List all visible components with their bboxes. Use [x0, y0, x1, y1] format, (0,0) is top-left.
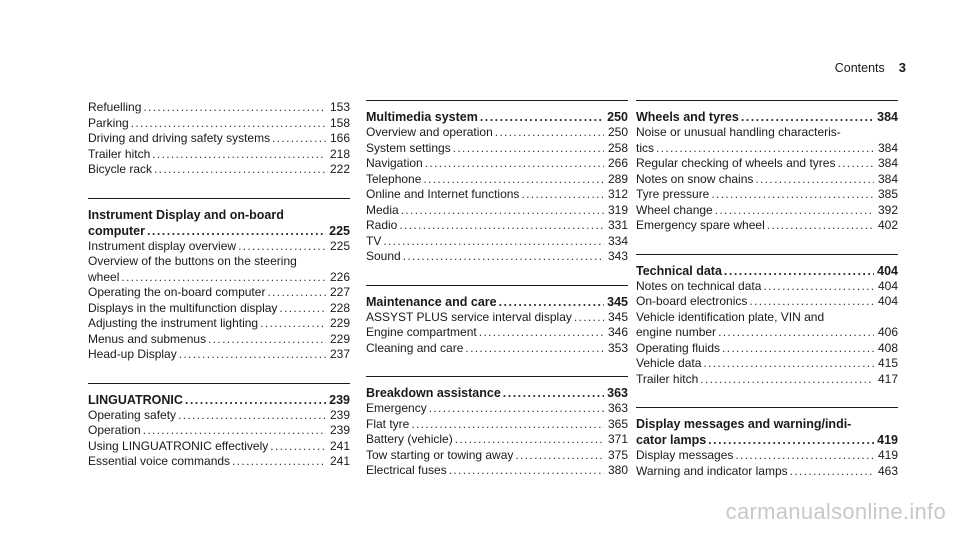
toc-entry[interactable]	[88, 316, 350, 332]
toc-entry[interactable]	[88, 332, 350, 348]
toc-entry-label: Maintenance and care	[366, 294, 497, 309]
toc-entry[interactable]	[88, 301, 350, 317]
dot-leader	[755, 172, 874, 188]
toc-entry-label: wheel	[88, 269, 120, 284]
dot-leader	[270, 439, 326, 455]
dot-leader	[429, 401, 604, 417]
dot-leader	[121, 270, 326, 286]
toc-entry-label: Parking	[88, 115, 129, 130]
toc-page-number: 419	[877, 433, 898, 447]
toc-entry[interactable]	[88, 423, 350, 439]
toc-section-heading[interactable]	[636, 416, 898, 448]
toc-page-number: 218	[329, 146, 350, 161]
toc-page-number: 404	[877, 263, 898, 278]
toc-entry-label: Bicycle rack	[88, 162, 153, 176]
toc-section-heading[interactable]	[366, 109, 628, 125]
toc-entry-label: tics	[636, 140, 654, 155]
toc-page-number: 384	[877, 171, 898, 186]
dot-leader	[147, 223, 326, 239]
toc-page-number: 415	[877, 356, 898, 370]
toc-page-number: 239	[329, 392, 350, 407]
toc-page-number: 237	[329, 347, 350, 361]
toc-entry-label: Displays in the multifunction display	[88, 300, 278, 315]
dot-leader	[143, 100, 326, 116]
dot-leader	[763, 279, 874, 295]
dot-leader	[185, 392, 326, 408]
toc-entry[interactable]	[366, 310, 628, 326]
toc-section	[366, 285, 628, 357]
toc-page-number: 343	[607, 249, 628, 263]
toc-entry-label: Operating safety	[88, 407, 177, 422]
toc-page-number: 226	[329, 269, 350, 284]
toc-entry-label: Cleaning and care	[366, 340, 464, 355]
toc-page-number: 406	[877, 325, 898, 339]
toc-entry-label: Trailer hitch	[88, 146, 151, 161]
toc-entry-label: Flat tyre	[366, 416, 410, 431]
toc-entry[interactable]	[636, 464, 898, 480]
toc-entry-label: System settings	[366, 140, 451, 155]
dot-leader	[143, 423, 326, 439]
toc-page-number: 375	[607, 447, 628, 462]
toc-page-number: 289	[607, 171, 628, 186]
toc-section-heading[interactable]	[636, 263, 898, 279]
toc-entry-label: Head-up Display	[88, 347, 177, 361]
toc-page-number: 153	[329, 100, 350, 114]
dot-leader	[131, 116, 326, 132]
toc-page-number: 166	[329, 131, 350, 145]
dot-leader	[154, 162, 326, 178]
toc-page-number: 225	[329, 238, 350, 253]
toc-entry[interactable]	[88, 131, 350, 147]
toc-entry-label: TV	[366, 233, 382, 248]
toc-page-number: 319	[607, 202, 628, 217]
toc-page-number: 239	[329, 423, 350, 437]
toc-entry-label: Display messages	[636, 448, 734, 462]
toc-entry[interactable]	[636, 341, 898, 357]
toc-entry[interactable]	[636, 294, 898, 310]
toc-page-number: 353	[607, 340, 628, 355]
toc-page-number: 371	[607, 432, 628, 446]
toc-entry[interactable]	[366, 172, 628, 188]
toc-entry[interactable]	[366, 401, 628, 417]
toc-section	[636, 407, 898, 479]
toc-entry[interactable]	[636, 448, 898, 464]
toc-entry[interactable]	[366, 417, 628, 433]
toc-entry-label: Emergency	[366, 401, 427, 415]
toc-section	[366, 376, 628, 479]
toc-section-heading[interactable]	[636, 109, 898, 125]
toc-entry-label: Operating fluids	[636, 340, 721, 355]
toc-entry[interactable]	[366, 125, 628, 141]
toc-entry-label: On-board electronics	[636, 294, 748, 308]
toc-entry-label: Wheels and tyres	[636, 110, 739, 124]
dot-leader	[495, 125, 604, 141]
toc-entry[interactable]	[366, 141, 628, 157]
toc-entry-label: Telephone	[366, 171, 422, 186]
dot-leader	[479, 325, 604, 341]
toc-page-number: 312	[607, 187, 628, 201]
toc-page-number: 158	[329, 115, 350, 130]
toc-entry[interactable]	[366, 156, 628, 172]
dot-leader	[208, 332, 326, 348]
toc-entry[interactable]	[636, 125, 898, 156]
toc-page-number: 241	[329, 454, 350, 468]
toc-entry[interactable]	[88, 454, 350, 470]
dot-leader	[767, 218, 874, 234]
toc-page-number: 258	[607, 140, 628, 155]
toc-page-number: 384	[877, 140, 898, 155]
toc-entry-label: Emergency spare wheel	[636, 218, 765, 232]
toc-entry-label: Using LINGUATRONIC effectively	[88, 438, 269, 453]
toc-page-number: 229	[329, 316, 350, 330]
toc-entry-label: computer	[88, 223, 145, 238]
dot-leader	[453, 141, 604, 157]
toc-entry[interactable]	[636, 372, 898, 388]
toc-entry[interactable]	[88, 254, 350, 285]
toc-entry-label: Breakdown assistance	[366, 386, 501, 400]
toc-page-number: 250	[607, 125, 628, 139]
toc-entry[interactable]	[88, 239, 350, 255]
dot-leader	[272, 131, 326, 147]
toc-page-number: 392	[877, 202, 898, 217]
toc-entry[interactable]	[636, 172, 898, 188]
dot-leader	[179, 347, 326, 363]
toc-entry-label: Operation	[88, 423, 141, 437]
toc-entry-label-line: Instrument Display and on-board	[88, 207, 284, 222]
toc-page-number: 229	[329, 331, 350, 346]
dot-leader	[423, 172, 604, 188]
toc-entry[interactable]	[88, 347, 350, 363]
toc-entry-label: Warning and indicator lamps	[636, 463, 788, 478]
toc-entry[interactable]	[366, 325, 628, 341]
toc-page-number: 384	[877, 156, 898, 170]
toc-entry-label: Regular checking of wheels and tyres	[636, 156, 836, 170]
dot-leader	[383, 234, 604, 250]
toc-entry-label: Battery (vehicle)	[366, 432, 453, 446]
dot-leader	[238, 239, 326, 255]
toc-page-number: 365	[607, 416, 628, 431]
toc-entry-label: Notes on technical data	[636, 278, 762, 293]
toc-entry-label: Trailer hitch	[636, 371, 699, 386]
toc-entry[interactable]	[88, 116, 350, 132]
toc-page-number: 225	[329, 223, 350, 238]
toc-column-left	[88, 100, 350, 490]
dot-leader	[267, 285, 326, 301]
toc-page-number: 417	[877, 371, 898, 386]
toc-page-number: 345	[607, 294, 628, 309]
toc-entry-label: Media	[366, 202, 399, 217]
toc-page-number: 463	[877, 463, 898, 478]
toc-section	[366, 100, 628, 265]
toc-entry[interactable]	[366, 448, 628, 464]
toc-page-number: 419	[877, 448, 898, 462]
toc-entry[interactable]	[366, 249, 628, 265]
toc-entry[interactable]	[366, 463, 628, 479]
toc-entry[interactable]	[366, 218, 628, 234]
toc-entry-label: Menus and submenus	[88, 331, 207, 346]
toc-entry-label: Engine compartment	[366, 325, 477, 339]
toc-entry[interactable]	[88, 285, 350, 301]
toc-page-number: 404	[877, 294, 898, 308]
page-header	[835, 60, 906, 75]
dot-leader	[425, 156, 604, 172]
dot-leader	[700, 372, 874, 388]
toc-page-number: 228	[329, 300, 350, 315]
watermark: carmanualsonline.info	[725, 499, 946, 524]
dot-leader	[515, 448, 604, 464]
dot-leader	[724, 263, 874, 279]
toc-page-number: 384	[877, 110, 898, 124]
dot-leader	[503, 385, 604, 401]
toc-entry-label: engine number	[636, 325, 717, 339]
toc-entry-label: Tow starting or towing away	[366, 447, 514, 462]
toc-column-right	[636, 100, 898, 499]
toc-page-number: 408	[877, 340, 898, 355]
toc-section	[636, 254, 898, 388]
toc-page-number: 402	[877, 218, 898, 232]
toc-entry-label: Online and Internet functions	[366, 187, 520, 201]
dot-leader	[715, 203, 874, 219]
dot-leader	[711, 187, 874, 203]
toc-entry-label: Refuelling	[88, 100, 142, 114]
dot-leader	[449, 463, 604, 479]
toc-section-heading[interactable]	[366, 385, 628, 401]
toc-entry[interactable]	[636, 187, 898, 203]
toc-entry-label: Operating the on-board computer	[88, 285, 266, 299]
dot-leader	[480, 109, 604, 125]
toc-entry-label: Sound	[366, 249, 401, 263]
toc-entry[interactable]	[88, 162, 350, 178]
toc-entry[interactable]	[636, 203, 898, 219]
dot-leader	[455, 432, 604, 448]
toc-entry[interactable]	[366, 341, 628, 357]
toc-entry-label: Adjusting the instrument lighting	[88, 316, 259, 330]
dot-leader	[499, 294, 604, 310]
toc-page-number: 363	[607, 401, 628, 415]
toc-entry[interactable]	[636, 356, 898, 372]
toc-entry[interactable]	[366, 234, 628, 250]
toc-entry[interactable]	[636, 310, 898, 341]
toc-entry-label: Navigation	[366, 156, 423, 170]
toc-page-number: 331	[607, 218, 628, 232]
dot-leader	[465, 341, 604, 357]
dot-leader	[656, 141, 874, 157]
dot-leader	[521, 187, 604, 203]
toc-entry[interactable]	[88, 439, 350, 455]
toc-page-number: 363	[607, 386, 628, 400]
dot-leader	[708, 432, 874, 448]
toc-entry-label: cator lamps	[636, 433, 707, 447]
toc-page-number: 345	[607, 309, 628, 324]
toc-entry[interactable]	[636, 218, 898, 234]
toc-entry-label: Overview and operation	[366, 125, 493, 139]
dot-leader	[232, 454, 326, 470]
toc-entry[interactable]	[636, 279, 898, 295]
toc-page-number: 227	[329, 285, 350, 299]
dot-leader	[837, 156, 874, 172]
dot-leader	[749, 294, 874, 310]
toc-page-number: 385	[877, 187, 898, 201]
toc-entry[interactable]	[366, 203, 628, 219]
toc-entry-label-line: Display messages and warning/indi-	[636, 417, 852, 431]
toc-section-heading[interactable]	[366, 294, 628, 310]
toc-entry-label: Multimedia system	[366, 110, 478, 124]
toc-entry[interactable]	[636, 156, 898, 172]
toc-section	[88, 198, 350, 363]
toc-entry[interactable]	[366, 187, 628, 203]
toc-section	[88, 383, 350, 470]
dot-leader	[741, 109, 874, 125]
dot-leader	[279, 301, 326, 317]
dot-leader	[399, 218, 604, 234]
toc-entry[interactable]	[88, 147, 350, 163]
dot-leader	[411, 417, 604, 433]
toc-column-middle	[366, 100, 628, 499]
toc-entry-label: Technical data	[636, 263, 722, 278]
toc-entry[interactable]	[366, 432, 628, 448]
dot-leader	[152, 147, 326, 163]
toc-entry-label: Vehicle data	[636, 356, 702, 370]
toc-entry[interactable]	[88, 408, 350, 424]
toc-page-number: 346	[607, 325, 628, 339]
toc-entry-label: Tyre pressure	[636, 187, 710, 201]
toc-entry-label: Instrument display overview	[88, 238, 237, 253]
toc-entry[interactable]	[88, 100, 350, 116]
toc-section	[636, 100, 898, 234]
toc-page-number: 239	[329, 407, 350, 422]
toc-entry-label-line: Overview of the buttons on the steering	[88, 254, 297, 268]
toc-entry-label: Electrical fuses	[366, 463, 447, 477]
toc-page-number: 250	[607, 110, 628, 124]
toc-page-number: 241	[329, 438, 350, 453]
toc-entry-label: Radio	[366, 218, 398, 232]
dot-leader	[401, 203, 604, 219]
toc-entry-label: Notes on snow chains	[636, 171, 754, 186]
toc-page-number: 334	[607, 233, 628, 248]
dot-leader	[178, 408, 326, 424]
toc-entry-label: LINGUATRONIC	[88, 392, 183, 407]
dot-leader	[722, 341, 874, 357]
page-number: 3	[898, 60, 906, 75]
dot-leader	[790, 464, 874, 480]
toc-entry-label-line: Vehicle identification plate, VIN and	[636, 309, 825, 324]
toc-entry-label: Wheel change	[636, 202, 713, 217]
dot-leader	[403, 249, 604, 265]
dot-leader	[574, 310, 604, 326]
toc-section-heading[interactable]	[88, 392, 350, 408]
toc-entry-label: Driving and driving safety systems	[88, 131, 271, 145]
toc-page-number: 222	[329, 162, 350, 176]
dot-leader	[735, 448, 874, 464]
toc-entry-label: Essential voice commands	[88, 454, 231, 468]
toc-section	[88, 100, 350, 178]
toc-entry-label-line: Noise or unusual handling characteris-	[636, 125, 841, 139]
dot-leader	[718, 325, 874, 341]
toc-page-number: 380	[607, 463, 628, 477]
toc-page-number: 404	[877, 278, 898, 293]
toc-entry-label: ASSYST PLUS service interval display	[366, 309, 572, 324]
dot-leader	[703, 356, 874, 372]
toc-section-heading[interactable]	[88, 207, 350, 239]
header-title: Contents	[834, 61, 885, 75]
dot-leader	[260, 316, 326, 332]
toc-page-number: 266	[607, 156, 628, 170]
